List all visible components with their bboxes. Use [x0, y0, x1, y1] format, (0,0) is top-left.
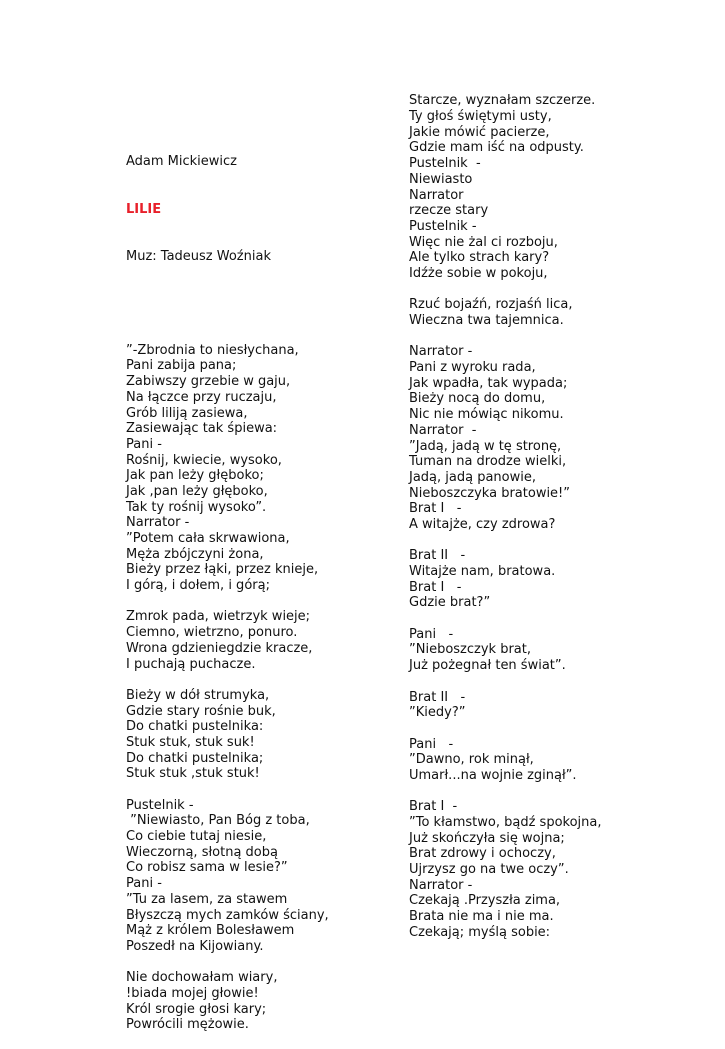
- poem-line: Król srogie głosi kary;: [126, 1001, 267, 1017]
- right-poem-body: [409, 93, 602, 940]
- poem-line: rzecze stary: [409, 203, 489, 219]
- poem-line: Narrator: [409, 187, 464, 203]
- poem-line: ”Niewiasto, Pan Bóg z toba,: [126, 813, 310, 829]
- author-name: Adam Mickiewicz: [126, 154, 238, 170]
- poem-line: Brat I -: [409, 501, 462, 517]
- poem-line: Ciemno, wietrzno, ponuro.: [126, 625, 298, 641]
- music-credit: Muz: Tadeusz Woźniak: [126, 248, 271, 264]
- poem-line: ”Nieboszczyk brat,: [409, 642, 531, 658]
- poem-line: Stuk stuk ,stuk stuk!: [126, 766, 260, 782]
- poem-line: ”Kiedy?”: [409, 705, 466, 721]
- poem-line: Brat I -: [409, 799, 458, 815]
- poem-line: Pustelnik -: [409, 218, 477, 234]
- poem-line: Brat II -: [409, 548, 466, 564]
- poem-line: Do chatki pustelnika;: [126, 750, 264, 766]
- poem-line: Starcze, wyznałam szczerze.: [409, 93, 596, 109]
- poem-line: ”Tu za lasem, za stawem: [126, 891, 288, 907]
- poem-line: Zabiwszy grzebie w gaju,: [126, 374, 291, 390]
- poem-line: Męża zbójczyni żona,: [126, 546, 264, 562]
- poem-line: Zasiewając tak śpiewa:: [126, 421, 278, 437]
- poem-line: Wrona gdzieniegdzie kracze,: [126, 640, 313, 656]
- poem-line: Bieży przez łąki, przez knieje,: [126, 562, 319, 578]
- left-poem-body: [126, 343, 329, 1033]
- poem-line: Ujrzysz go na twe oczy”.: [409, 862, 569, 878]
- poem-line: Narrator -: [409, 422, 477, 438]
- stanza-gap: [126, 594, 329, 610]
- poem-line: Pani zabija pana;: [126, 358, 237, 374]
- poem-line: Co ciebie tutaj niesie,: [126, 829, 267, 845]
- poem-line: I puchają puchacze.: [126, 656, 256, 672]
- poem-line: !biada mojej głowie!: [126, 985, 259, 1001]
- poem-line: Mąż z królem Bolesławem: [126, 923, 295, 939]
- poem-line: Czekają .Przyszła zima,: [409, 893, 561, 909]
- poem-line: Tak ty rośnij wysoko”.: [126, 499, 267, 515]
- stanza-gap: [409, 533, 602, 549]
- poem-line: Jak pan leży głęboko;: [126, 468, 264, 484]
- poem-line: Pustelnik -: [409, 156, 481, 172]
- poem-line: Gdzie mam iść na odpusty.: [409, 140, 584, 156]
- stanza-gap: [409, 721, 602, 737]
- poem-line: Pani -: [126, 436, 162, 452]
- poem-line: Już skończyła się wojna;: [409, 830, 565, 846]
- poem-line: Jadą, jadą panowie,: [409, 469, 536, 485]
- stanza-gap: [126, 782, 329, 798]
- poem-line: Bieży w dół strumyka,: [126, 687, 270, 703]
- stanza-gap: [409, 611, 602, 627]
- poem-line: ”Potem cała skrwawiona,: [126, 531, 290, 547]
- poem-line: Rzuć bojaźń, rozjaśń lica,: [409, 297, 573, 313]
- right-column: [409, 62, 602, 956]
- stanza-gap: [409, 674, 602, 690]
- poem-line: Brat zdrowy i ochoczy,: [409, 846, 556, 862]
- poem-line: Brata nie ma i nie ma.: [409, 909, 554, 925]
- poem-line: Narrator -: [409, 344, 473, 360]
- poem-line: Pustelnik -: [126, 797, 194, 813]
- stanza-gap: [126, 672, 329, 688]
- poem-line: Czekają; myślą sobie:: [409, 924, 551, 940]
- poem-line: Nie dochowałam wiary,: [126, 970, 278, 986]
- poem-line: ”-Zbrodnia to niesłychana,: [126, 342, 299, 358]
- poem-line: Nic nie mówiąc nikomu.: [409, 407, 564, 423]
- poem-line: A witajże, czy zdrowa?: [409, 516, 556, 532]
- poem-line: Witajże nam, bratowa.: [409, 564, 556, 580]
- poem-line: Pani -: [126, 876, 162, 892]
- poem-line: Umarł...na wojnie zginął”.: [409, 767, 577, 783]
- poem-line: Co robisz sama w lesie?”: [126, 860, 288, 876]
- poem-line: Jak wpadła, tak wypada;: [409, 375, 568, 391]
- poem-line: Ty głoś świętymi usty,: [409, 109, 552, 125]
- poem-line: Poszedł na Kijowiany.: [126, 938, 264, 954]
- poem-line: Narrator -: [409, 877, 473, 893]
- poem-line: Gdzie brat?”: [409, 595, 491, 611]
- poem-line: Pani -: [409, 626, 454, 642]
- poem-line: Nieboszczyka bratowie!”: [409, 485, 571, 501]
- poem-line: Gdzie stary rośnie buk,: [126, 703, 276, 719]
- poem-line: Brat I -: [409, 579, 462, 595]
- poem-line: Jakie mówić pacierze,: [409, 124, 550, 140]
- poem-line: I górą, i dołem, i górą;: [126, 578, 270, 594]
- poem-line: Stuk stuk, stuk suk!: [126, 734, 255, 750]
- poem-line: Błyszczą mych zamków ściany,: [126, 907, 329, 923]
- stanza-gap: [126, 296, 329, 312]
- poem-line: Idźże sobie w pokoju,: [409, 265, 548, 281]
- poem-line: Pani -: [409, 736, 454, 752]
- poem-line: Narrator -: [126, 515, 190, 531]
- poem-line: Brat II -: [409, 689, 466, 705]
- poem-line: ”Dawno, rok minął,: [409, 752, 534, 768]
- poem-line: Tuman na drodze wielki,: [409, 454, 567, 470]
- poem-line: Powrócili mężowie.: [126, 1017, 249, 1033]
- stanza-gap: [126, 955, 329, 971]
- poem-line: Ale tylko strach kary?: [409, 250, 550, 266]
- poem-line: Więc nie żal ci rozboju,: [409, 234, 558, 250]
- poem-line: Pani z wyroku rada,: [409, 360, 536, 376]
- left-column: [126, 123, 329, 1049]
- poem-line: Grób liliją zasiewa,: [126, 405, 248, 421]
- poem-line: Jak ,pan leży głęboko,: [126, 483, 268, 499]
- poem-line: Zmrok pada, wietrzyk wieje;: [126, 609, 311, 625]
- stanza-gap: [409, 329, 602, 345]
- stanza-gap: [409, 282, 602, 298]
- poem-line: Wieczorną, słotną dobą: [126, 844, 278, 860]
- poem-line: Wieczna twa tajemnica.: [409, 313, 564, 329]
- poem-line: Bieży nocą do domu,: [409, 391, 546, 407]
- poem-line: Niewiasto: [409, 171, 473, 187]
- poem-title: LILIE: [126, 201, 162, 217]
- poem-line: ”To kłamstwo, bądź spokojna,: [409, 815, 602, 831]
- poem-line: ”Jadą, jadą w tę stronę,: [409, 438, 562, 454]
- stanza-gap: [409, 784, 602, 800]
- poem-line: Już pożegnał ten świat”.: [409, 658, 566, 674]
- poem-line: Do chatki pustelnika:: [126, 719, 264, 735]
- poem-line: Rośnij, kwiecie, wysoko,: [126, 452, 282, 468]
- poem-line: Na łączce przy ruczaju,: [126, 389, 277, 405]
